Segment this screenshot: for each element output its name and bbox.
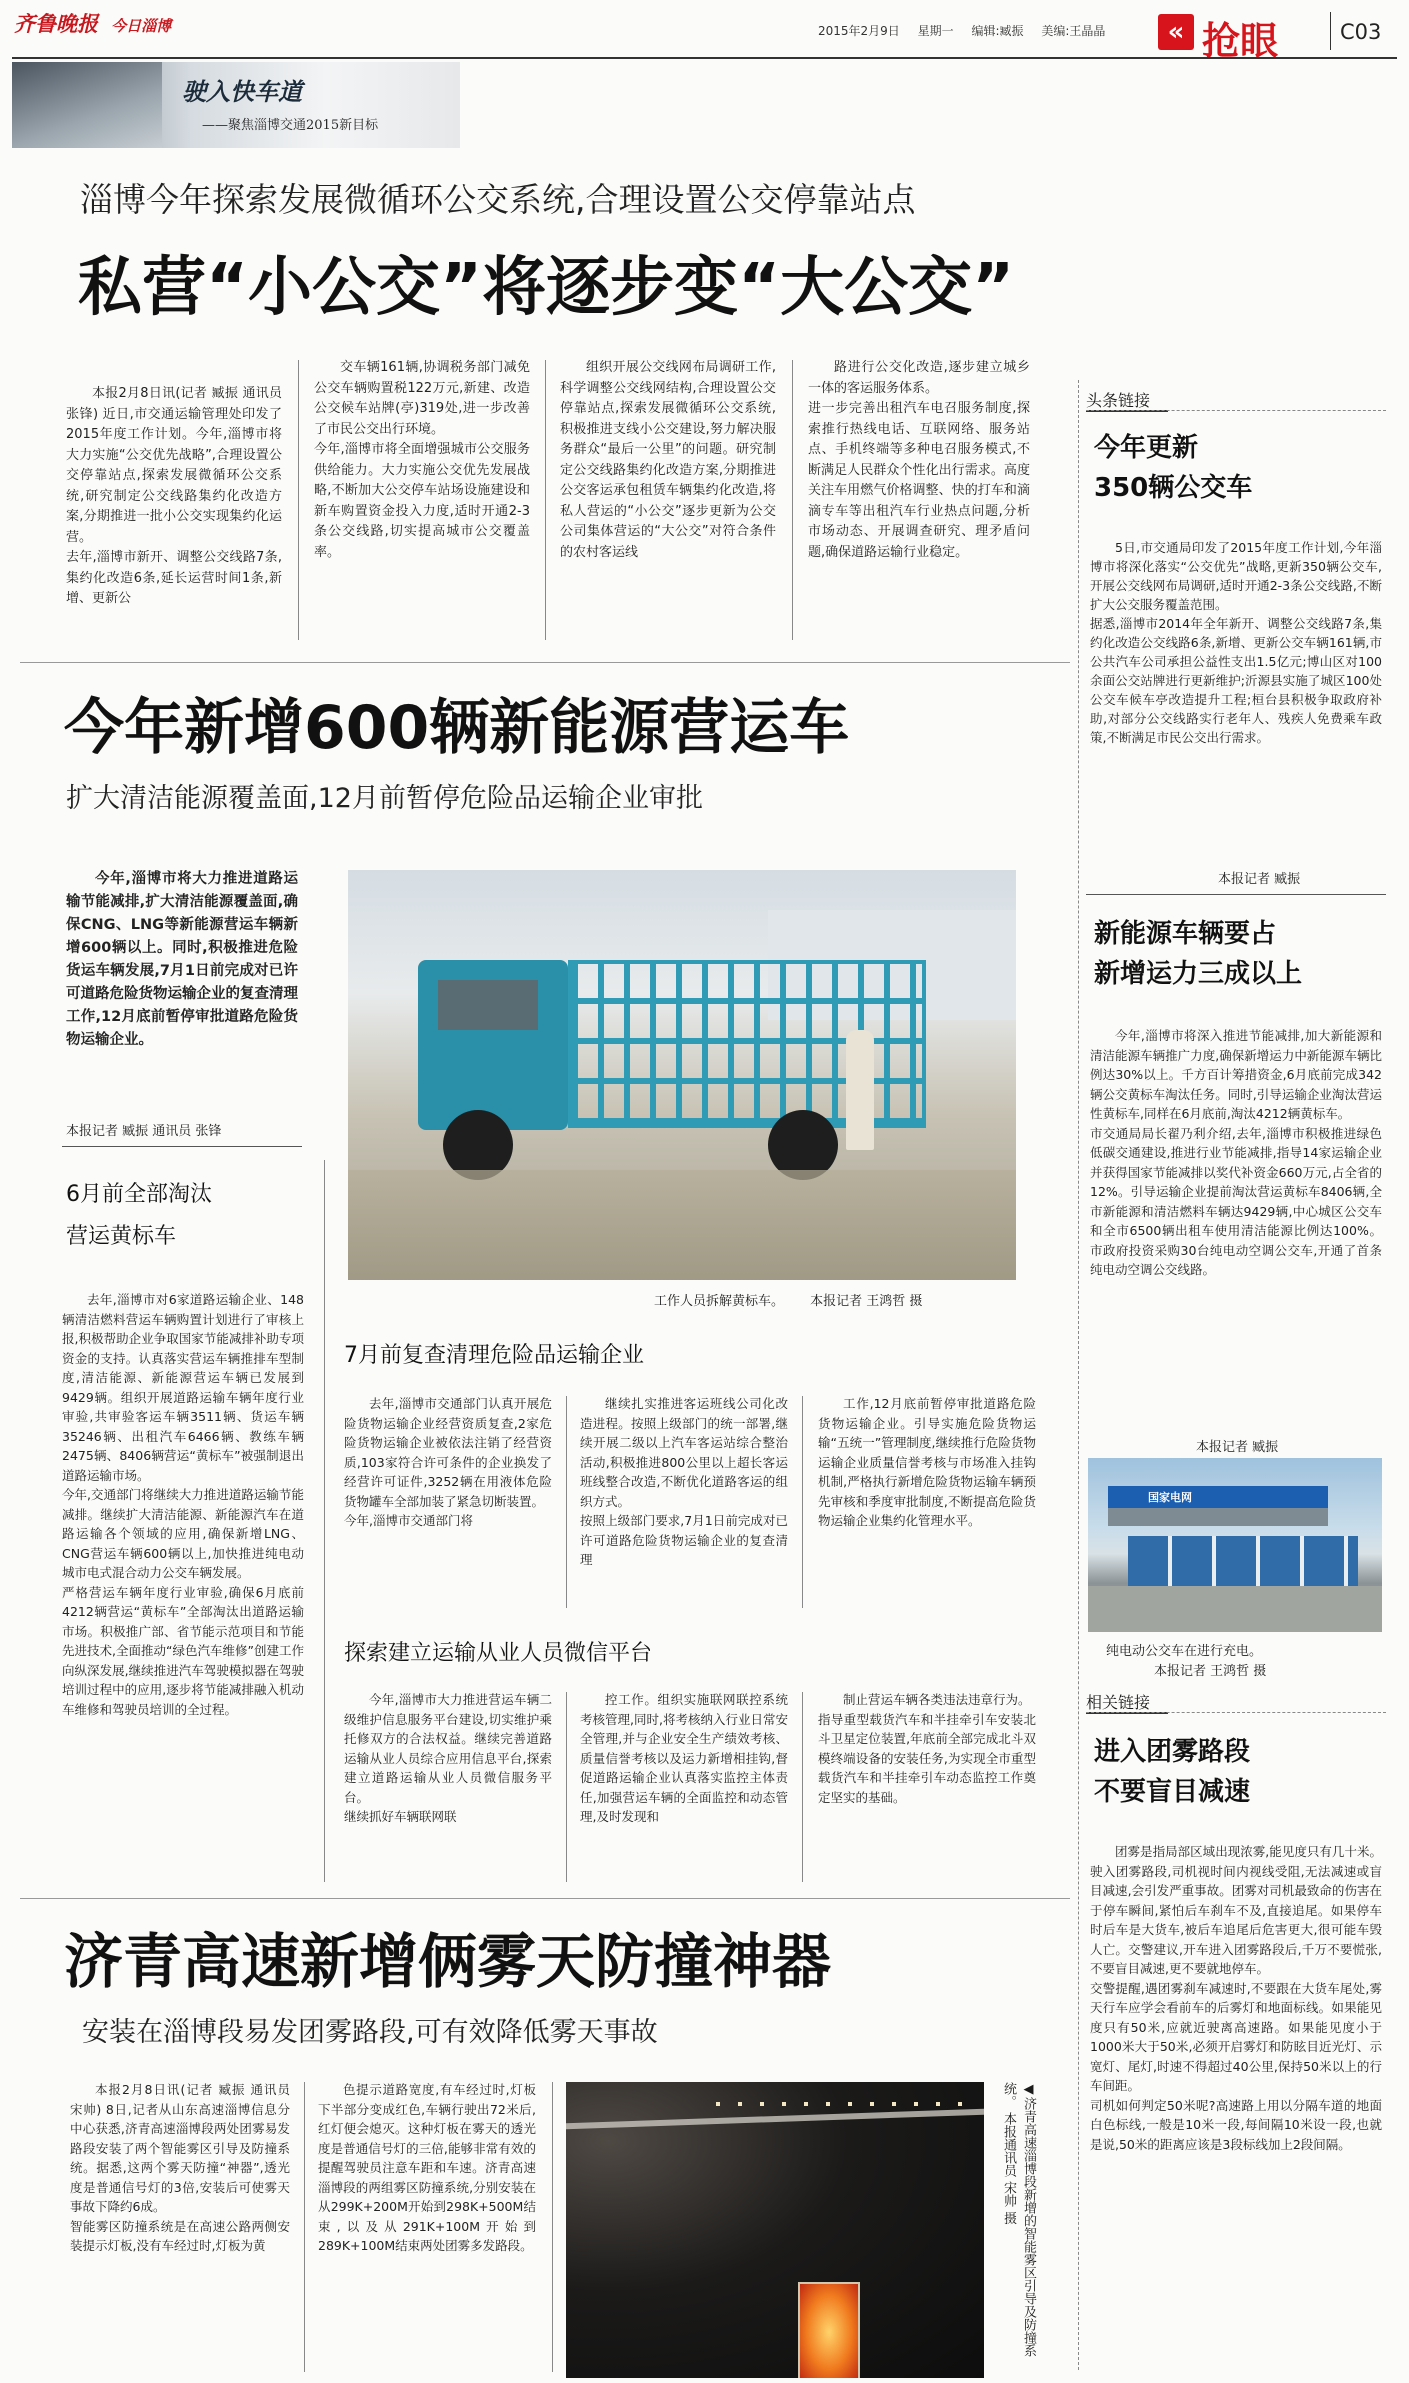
sidebar-divider bbox=[1078, 380, 1079, 2370]
story1-col1: 本报2月8日讯(记者 臧振 通讯员 张锋) 近日,市交通运输管理处印发了2015年度工作计划。今年,淄博市将大力实施“公交优先战略”,合理设置公交停靠站点,探索发展微循环公交系统,研究制定公交线路集约化改造方案,分期推进一批小公交实现集约化运营。 去年,淄博市新开、调整公交线路7条,集约化改造6条,延长运营时间1条,新增、更新公 bbox=[66, 386, 282, 606]
header-rule bbox=[12, 57, 1397, 59]
masthead-logo bbox=[14, 8, 171, 38]
guardrail-line bbox=[566, 2109, 984, 2130]
story3-headline: 济青高速新增俩雾天防撞神器 bbox=[64, 1927, 832, 1996]
story2-wx-col3: 制止营运车辆各类违法违章行为。 指导重型载货汽车和半挂牵引车安装北斗卫星定位装置,年底前全部完成北斗双模终端设备的安装任务,为实现全市重型载货汽车和半挂牵引车动态监控工作奠定坚实的基础。 bbox=[818, 1692, 1036, 1805]
ground bbox=[1088, 1586, 1382, 1632]
bus-photo-credit: 本报记者 王鸿哲 摄 bbox=[1154, 1664, 1267, 1679]
header-date-line bbox=[818, 22, 1105, 39]
designer-credit: 美编:王晶晶 bbox=[1041, 24, 1106, 38]
page-number: C03 bbox=[1340, 20, 1382, 44]
story2-subsection-3: 探索建立运输从业人员微信平台 bbox=[344, 1641, 653, 1666]
ground-shadow bbox=[348, 1170, 1016, 1280]
story2-left-divider bbox=[324, 1160, 325, 1882]
story2-subsection-2: 7月前复查清理危险品运输企业 bbox=[344, 1343, 644, 1368]
truck-photo-caption bbox=[654, 1290, 922, 1309]
sidebar-byline-2: 本报记者 臧振 bbox=[1196, 1440, 1279, 1455]
story1-col-divider bbox=[298, 360, 299, 640]
banner-title: 驶入快车道 bbox=[182, 77, 302, 106]
story1-headline: 私营“小公交”将逐步变“大公交” bbox=[78, 251, 1015, 325]
story3-col1: 本报2月8日讯(记者 臧振 通讯员 宋帅) 8日,记者从山东高速淄博信息分中心获悉,济青高速淄博段两处团雾易发路段安装了两个智能雾区引导及防撞系统。据悉,这两个雾天防撞“神器”,透光度是普通信号灯的3倍,安装后可使雾天事故下降约6成。 智能雾区防撞系统是在高速公路两侧安装提示灯板,没有车经过时,灯板为黄 bbox=[70, 2082, 290, 2253]
story1-col4: 路进行公交化改造,逐步建立城乡一体的客运服务体系。 进一步完善出租汽车电召服务制度,探索推行热线电话、互联网络、服务站点、手机终端等多种电召服务模式,不断满足人民群众个性化出行需求。高度关注车用燃气价格调整、快的打车和滴滴专车等出租汽车行业热点问题,分析市场动态、开展调查研究、理矛盾问题,确保道路运输行业稳定。 bbox=[808, 360, 1030, 560]
story2-col-divider bbox=[802, 1396, 803, 1608]
sidebar-headline-1: 今年更新 350辆公交车 bbox=[1094, 433, 1253, 503]
bus-row bbox=[1128, 1536, 1358, 1586]
sidebar-tag bbox=[1086, 1690, 1168, 1714]
story2-mid-col2: 继续扎实推进客运班线公司化改造进程。按照上级部门的统一部署,继续开展二级以上汽车客运站综合整治活动,积极推进800公里以上超长客运班线整合改造,不断优化道路客运的组织方式。 按照上级部门要求,7月1日前完成对已许可道路危险货物运输企业的复查清理 bbox=[580, 1396, 788, 1567]
sidebar-text-3: 团雾是指局部区域出现浓雾,能见度只有几十米。驶入团雾路段,司机视时间内视线受阻,无法减速或盲目减速,会引发严重事故。团雾对司机最致命的伤害在于停车瞬间,紧怕后车刹车不及,直接追尾。如果停车时后车是大货车,被后车追尾后危害更大,很可能车毁人亡。交警建议,开车进入团雾路段后,千万不要慌张,不要盲目减速,更不要就地停车。 交警提醒,遇团雾刹车减速时,不要跟在大货车尾处,雾天行车应学会看前车的后雾灯和地面标线。如果能见度只有50米,应就近驶离高速路。如果能见度小于1000米大于50米,必须开启雾灯和防眩目近光灯、示宽灯、尾灯,时速不得超过40公里,保持50米以上的行车间距。 司机如何判定50米呢?高速路上用以分隔车道的地面白色标线,一般是10米一段,每间隔10米设一段,也就是说,50米的距离应该是3段标线加上2段间隔。 bbox=[1090, 1844, 1382, 2152]
truck-caption-text: 工作人员拆解黄标车。 bbox=[654, 1294, 785, 1309]
story2-mid-col3: 工作,12月底前暂停审批道路危险货物运输企业。引导实施危险货物运输“五统一”管理制度,继续推行危险货物运输企业质量信誉考核与市场准入挂钩机制,严格执行新增危险货物运输车辆预先审核和季度审批制度,不断提高危险货物运输企业集约化管理水平。 bbox=[818, 1396, 1036, 1528]
story2-col-divider bbox=[566, 1396, 567, 1608]
story2-col-divider bbox=[566, 1692, 567, 1882]
sidebar-tag bbox=[1086, 388, 1168, 412]
story2-subhead: 扩大清洁能源覆盖面,12月前暂停危险品运输企业审批 bbox=[66, 783, 703, 814]
warning-light-box bbox=[798, 2282, 860, 2378]
story2-headline: 今年新增600辆新能源营运车 bbox=[64, 693, 850, 763]
sidebar-headline-3: 进入团雾路段 不要盲目减速 bbox=[1094, 1737, 1251, 1807]
truck-windshield bbox=[438, 980, 538, 1030]
story2-mid-col1: 去年,淄博市交通部门认真开展危险货物运输企业经营资质复查,2家危险货物运输企业被依法注销了经营资质,103家符合许可条件的企业换发了经营许可证件,3252辆在用液体危险货物罐车全部加装了紧急切断装置。 今年,淄博市交通部门将 bbox=[344, 1396, 552, 1528]
section-chevron-icon: « bbox=[1167, 17, 1185, 47]
series-banner bbox=[12, 62, 460, 148]
story3-subhead: 安装在淄博段易发团雾路段,可有效降低雾天事故 bbox=[82, 2017, 658, 2048]
story2-byline: 本报记者 臧振 通讯员 张锋 bbox=[66, 1124, 222, 1139]
story2-wx-col2: 控工作。组织实施联网联控系统考核管理,同时,将考核纳入行业日常安全管理,并与企业安全生产绩效考核、质量信誉考核以及运力新增相挂钩,督促道路运输企业认真落实监控主体责任,加强营运车辆的全面监控和动态管理,及时发现和 bbox=[580, 1692, 788, 1824]
truck-dismantle-photo bbox=[348, 870, 1016, 1280]
story1-col2: 交车辆161辆,协调税务部门减免公交车辆购置税122万元,新建、改造公交候车站牌(亭)319处,进一步改善了市民公交出行环境。 今年,淄博市将全面增强城市公交服务供给能力。大力实施公交优先发展战略,不断加大公交停车站场设施建设和新车购置资金投入力度,适时开通2-3条公交线路,切实提高城市公交覆盖率。 bbox=[314, 360, 530, 560]
bus-photo-caption: 纯电动公交车在进行充电。 bbox=[1106, 1644, 1263, 1659]
section-badge bbox=[1158, 14, 1194, 50]
banner-subtitle: ——聚焦淄博交通2015新目标 bbox=[202, 118, 379, 133]
sidebar-byline-1: 本报记者 臧振 bbox=[1218, 872, 1301, 887]
station-sign-text: 国家电网 bbox=[1148, 1491, 1192, 1504]
story3-col-divider bbox=[552, 2082, 553, 2372]
bus-charging-photo bbox=[1088, 1458, 1382, 1632]
story-separator bbox=[20, 662, 1070, 663]
sidebar-tag-label: 头条链接 bbox=[1086, 391, 1151, 410]
sidebar-rule bbox=[1086, 894, 1386, 895]
edition-name: 今日淄博 bbox=[111, 17, 172, 35]
fog-photo-caption: ◀济青高速淄博段新增的智能雾区引导及防撞系统。 本报通讯员 宋帅 摄 bbox=[1001, 2082, 1036, 2357]
story3-col-divider bbox=[304, 2082, 305, 2372]
story3-col2: 色提示道路宽度,有车经过时,灯板下半部分变成红色,车辆行驶出72米后,红灯便会熄灭。这种灯板在雾天的透光度是普通信号灯的三倍,能够非常有效的提醒驾驶员注意车距和车速。济青高速淄博段的两组雾区防撞系统,分别安装在从299K+200M开始到298K+500M结束,以及从291K+100M开始到289K+100M结束两处团雾多发路段。 bbox=[318, 2082, 536, 2253]
issue-date: 2015年2月9日 bbox=[818, 24, 900, 38]
worker-figure bbox=[846, 1030, 874, 1150]
story2-wx-col1: 今年,淄博市大力推进营运车辆二级维护信息服务平台建设,切实维护乘托修双方的合法权益。继续完善道路运输从业人员综合应用信息平台,探索建立道路运输从业人员微信服务平台。 继续抓好车辆联网联 bbox=[344, 1692, 552, 1824]
story2-left-column: 去年,淄博市对6家道路运输企业、148辆清洁燃料营运车辆购置计划进行了审核上报,积极帮助企业争取国家节能减排补助专项资金的支持。认真落实营运车辆推排车型制度,清洁能源、新能源营运车辆已发展到9429辆。组织开展道路运输车辆年度行业审验,共审验客运车辆3511辆、货运车辆35246辆、出租汽车6466辆、教练车辆2475辆、8406辆营运“黄标车”被强制退出道路运输市场。 今年,交通部门将继续大力推进道路运输节能减排。继续扩大清洁能源、新能源汽车在道路运输各个领域的应用,确保新增LNG、CNG营运车辆600辆以上,加快推进纯电动城市电式混合动力公交车辆发展。 严格营运车辆年度行业审验,确保6月底前4212辆营运“黄标车”全部淘汰出道路运输市场。积极推广部、省节能示范项目和节能先进技术,全面推动“绿色汽车维修”创建工作向纵深发展,继续推进汽车驾驶模拟器在驾驶培训过程中的应用,逐步将节能减排融入机动车维修和驾驶员培训的全过程。 bbox=[62, 1292, 304, 1717]
story-separator bbox=[20, 1898, 1070, 1899]
station-canopy bbox=[1108, 1486, 1328, 1508]
truck-caption-credit: 本报记者 王鸿哲 摄 bbox=[810, 1294, 923, 1309]
banner-road-graphic bbox=[12, 62, 162, 148]
story2-subsection-1: 6月前全部淘汰 营运黄标车 bbox=[66, 1182, 212, 1249]
canopy-shadow bbox=[1108, 1508, 1328, 1526]
sidebar-text-2: 今年,淄博市将深入推进节能减排,加大新能源和清洁能源车辆推广力度,确保新增运力中新能源车辆比例达30%以上。千方百计筹措资金,6月底前完成342辆公交黄标车淘汰任务。同时,引导运输企业淘汰营运性黄标车,同样在6月底前,淘汰4212辆黄标车。 市交通局局长翟乃利介绍,去年,淄博市积极推进绿色低碳交通建设,推进行业节能减排,指导14家运输企业并获得国家节能减排以奖代补资金660万元,占全省的12%。引导运输企业提前淘汰营运黄标车8406辆,全市新能源和清洁燃料车辆达9429辆,中心城区公交车和全市6500辆出租车使用清洁能源比例达100%。市政府投资采购30台纯电动空调公交车,开通了首条纯电动空调公交线路。 bbox=[1090, 1028, 1382, 1277]
sidebar-headline-2: 新能源车辆要占 新增运力三成以上 bbox=[1094, 919, 1303, 989]
story1-col-divider bbox=[792, 360, 793, 640]
sidebar-tag-label: 相关链接 bbox=[1086, 1693, 1151, 1712]
story2-lead: 今年,淄博市将大力推进道路运输节能减排,扩大清洁能源覆盖面,确保CNG、LNG等新能源营运车辆新增600辆以上。同时,积极推进危险货运车辆发展,7月1日前完成对已许可道路危险货物运输企业的复查清理工作,12月底前暂停审批道路危险货物运输企业。 bbox=[66, 871, 298, 1048]
sidebar-text-1: 5日,市交通局印发了2015年度工作计划,今年淄博市将深化落实“公交优先”战略,更新350辆公交车,开展公交线网布局调研,适时开通2-3条公交线路,不断扩大公交服务覆盖范围。 据悉,淄博市2014年全年新开、调整公交线路7条,集约化改造公交线路6条,新增、更新公交车辆161辆,市公共汽车公司承担公益性支出1.5亿元;博山区对100余面公交站牌进行更新维护;沂源县实施了城区100处公交车候车亭改造提升工程;桓台县积极争取政府补助,对部分公交线路实行老年人、残疾人免费乘车政策,不断满足市民公交出行需求。 bbox=[1090, 540, 1382, 745]
fog-warning-light-photo bbox=[566, 2082, 984, 2378]
sidebar-tag-rule bbox=[1086, 410, 1386, 411]
story1-col3: 组织开展公交线网布局调研工作,科学调整公交线网结构,合理设置公交停靠站点,探索发展微循环公交系统,积极推进支线小公交建设,努力解决服务群众“最后一公里”的问题。研究制定公交线路集约化改造方案,分期推进公交客运承包租赁车辆集约化改造,将私人营运的“小公交”逐步更新为公交公司集体营运的“大公交”对符合条件的农村客运线 bbox=[560, 360, 776, 560]
header-divider bbox=[1330, 12, 1331, 50]
issue-weekday: 星期一 bbox=[917, 24, 954, 38]
story2-byline-rule bbox=[62, 1146, 302, 1147]
section-name: 抢眼 bbox=[1202, 19, 1279, 63]
sidebar-tag-rule bbox=[1086, 1712, 1386, 1713]
road-lights bbox=[716, 2102, 976, 2106]
story2-col-divider bbox=[802, 1692, 803, 1882]
story1-kicker: 淄博今年探索发展微循环公交系统,合理设置公交停靠站点 bbox=[80, 180, 916, 219]
story1-col-divider bbox=[545, 360, 546, 640]
editor-credit: 编辑:臧振 bbox=[971, 24, 1024, 38]
masthead-title: 齐鲁晚报 bbox=[14, 11, 98, 36]
